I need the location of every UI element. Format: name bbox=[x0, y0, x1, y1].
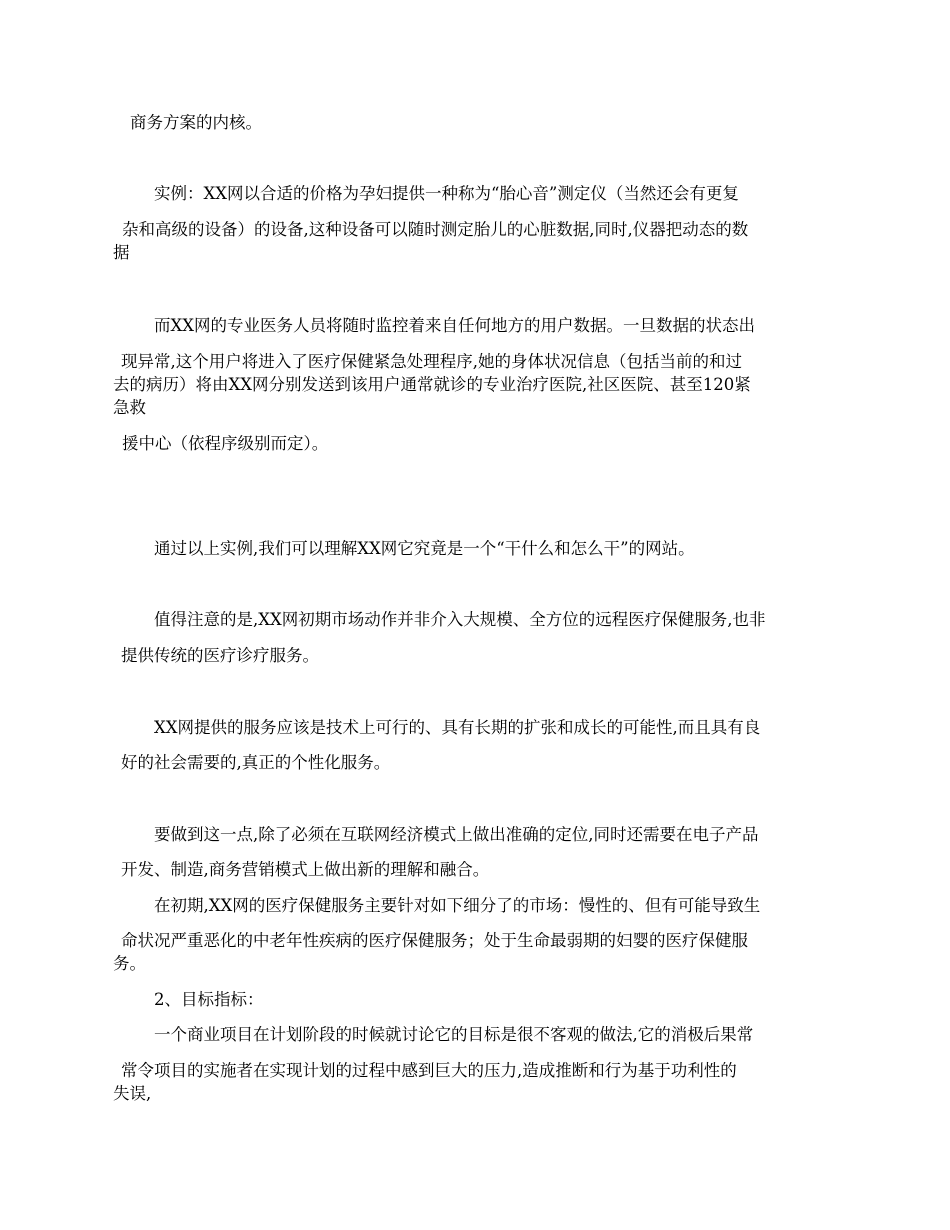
text-line: 急救 bbox=[113, 398, 146, 417]
text-line: 援中心（依程序级别而定）。 bbox=[122, 434, 329, 453]
text-line: 开发、制造,商务营销模式上做出新的理解和融合。 bbox=[121, 860, 490, 879]
section-heading: 2、目标指标： bbox=[154, 990, 264, 1009]
text-line: 值得注意的是,XX网初期市场动作并非介入大规模、全方位的远程医疗保健服务,也非 bbox=[154, 610, 766, 629]
text-line: 提供传统的医疗诊疗服务。 bbox=[121, 646, 319, 665]
text-line: 杂和高级的设备）的设备,这种设备可以随时测定胎儿的心脏数据,同时,仪器把动态的数 bbox=[122, 220, 749, 239]
text-line: 现异常,这个用户将进入了医疗保健紧急处理程序,她的身体状况信息（包括当前的和过 bbox=[121, 352, 742, 371]
text-line: 要做到这一点,除了必须在互联网经济模式上做出准确的定位,同时还需要在电子产品 bbox=[154, 825, 759, 844]
text-line: 一个商业项目在计划阶段的时候就讨论它的目标是很不客观的做法,它的消极后果常 bbox=[154, 1025, 754, 1044]
text-line: 去的病历）将由XX网分别发送到该用户通常就诊的专业治疗医院,社区医院、甚至120紧 bbox=[113, 375, 751, 394]
text-line: 在初期,XX网的医疗保健服务主要针对如下细分了的市场：慢性的、但有可能导致生 bbox=[154, 896, 761, 915]
text-line: 商务方案的内核。 bbox=[130, 113, 262, 132]
text-line: 好的社会需要的,真正的个性化服务。 bbox=[121, 753, 391, 772]
text-line: 通过以上实例,我们可以理解XX网它究竟是一个“干什么和怎么干”的网站。 bbox=[154, 539, 695, 558]
text-line: XX网提供的服务应该是技术上可行的、具有长期的扩张和成长的可能性,而且具有良 bbox=[154, 718, 761, 737]
text-line: 据 bbox=[113, 243, 130, 262]
text-line: 务。 bbox=[113, 954, 146, 973]
text-line: 命状况严重恶化的中老年性疾病的医疗保健服务；处于生命最弱期的妇婴的医疗保健服 bbox=[121, 931, 748, 950]
text-line: 失误, bbox=[113, 1084, 152, 1103]
text-line: 常令项目的实施者在实现计划的过程中感到巨大的压力,造成推断和行为基于功利性的 bbox=[121, 1061, 737, 1080]
text-line: 而XX网的专业医务人员将随时监控着来自任何地方的用户数据。一旦数据的状态出 bbox=[154, 316, 755, 335]
text-line: 实例：XX网以合适的价格为孕妇提供一种称为“胎心音”测定仪（当然还会有更复 bbox=[154, 184, 739, 203]
